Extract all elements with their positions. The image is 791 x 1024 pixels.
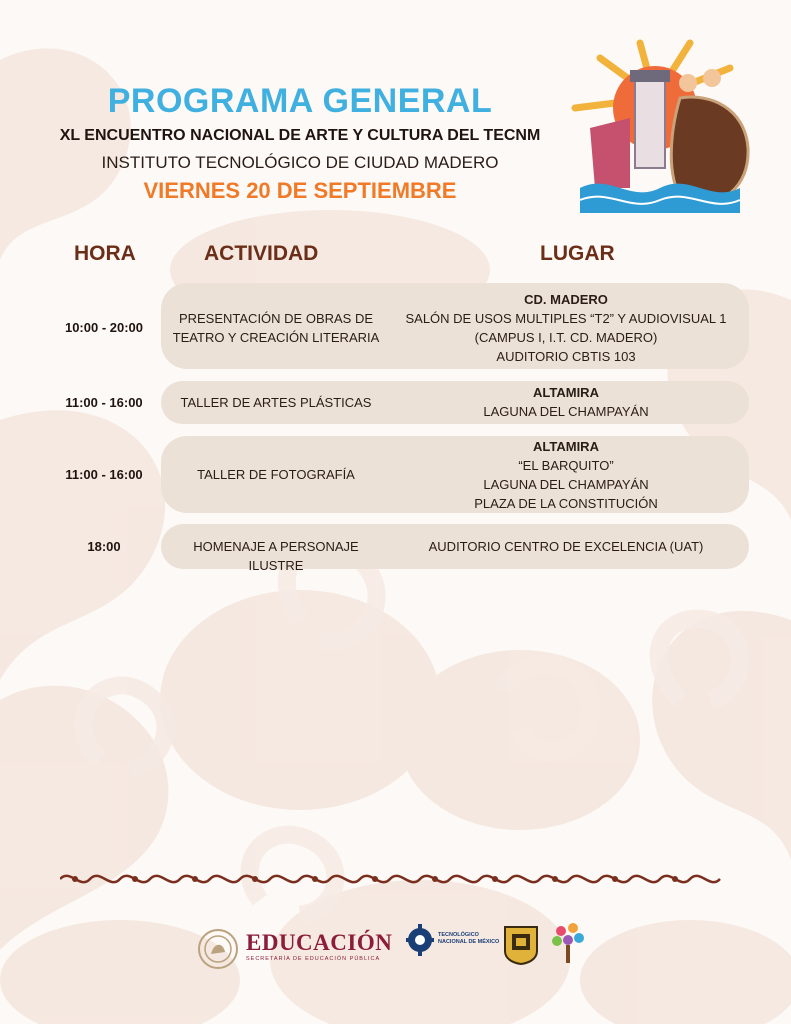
place-line: PLAZA DE LA CONSTITUCIÓN <box>474 496 658 511</box>
activity-line: PRESENTACIÓN DE OBRAS DE <box>178 311 374 326</box>
place-line: AUDITORIO CBTIS 103 <box>496 349 636 364</box>
row-place <box>391 437 741 513</box>
row-hour: 11:00 - 16:00 <box>65 395 143 410</box>
arte-cultura-tree-logo-icon <box>551 921 585 967</box>
schedule-row <box>161 283 749 369</box>
activity-line: HOMENAJE A PERSONAJE ILUSTRE <box>193 539 359 573</box>
row-place <box>391 537 741 556</box>
schedule-row <box>161 524 749 573</box>
row-hour: 18:00 <box>87 539 121 554</box>
schedule-row <box>161 436 749 513</box>
row-place <box>391 383 741 421</box>
column-header-lugar: LUGAR <box>540 242 615 265</box>
tecnm-gear-logo-icon <box>405 922 435 958</box>
row-activity <box>171 537 381 575</box>
place-city: CD. MADERO <box>524 292 608 307</box>
tecnm-line: NACIONAL DE MÉXICO <box>438 939 500 945</box>
page-title: PROGRAMA GENERAL <box>107 82 493 120</box>
event-subtitle: XL ENCUENTRO NACIONAL DE ARTE Y CULTURA DEL TECNM <box>59 127 541 144</box>
place-line: LAGUNA DEL CHAMPAYÁN <box>483 404 649 419</box>
decorative-border-ornament <box>60 868 730 890</box>
mexico-national-seal-icon <box>197 928 239 970</box>
educacion-logo-text: EDUCACIÓN <box>246 930 393 955</box>
place-city: ALTAMIRA <box>533 385 599 400</box>
place-line: AUDITORIO CENTRO DE EXCELENCIA (UAT) <box>428 539 704 554</box>
row-activity <box>171 309 381 347</box>
place-city: ALTAMIRA <box>533 439 599 454</box>
column-header-hora: HORA <box>74 242 136 265</box>
tecnm-line: TECNOLÓGICO <box>438 932 479 938</box>
column-header-actividad: ACTIVIDAD <box>204 242 319 265</box>
activity-line: TALLER DE FOTOGRAFÍA <box>197 467 355 482</box>
activity-line: TEATRO Y CREACIÓN LITERARIA <box>172 330 380 345</box>
institute-name: INSTITUTO TECNOLÓGICO DE CIUDAD MADERO <box>101 153 499 172</box>
educacion-subtext: SECRETARÍA DE EDUCACIÓN PÚBLICA <box>246 956 381 962</box>
row-activity <box>171 465 381 484</box>
festival-lighthouse-dancers-logo <box>570 38 760 218</box>
activity-line: TALLER DE ARTES PLÁSTICAS <box>180 395 372 410</box>
schedule-row <box>161 381 749 424</box>
place-line: “EL BARQUITO” <box>518 458 614 473</box>
row-activity <box>171 393 381 412</box>
row-hour: 11:00 - 16:00 <box>65 467 143 482</box>
place-line: (CAMPUS I, I.T. CD. MADERO) <box>474 330 658 345</box>
row-hour: 10:00 - 20:00 <box>64 320 144 335</box>
place-line: SALÓN DE USOS MULTIPLES “T2” Y AUDIOVISUAL 1 <box>405 311 727 326</box>
row-place <box>391 290 741 366</box>
place-line: LAGUNA DEL CHAMPAYÁN <box>483 477 649 492</box>
itcm-shield-icon <box>503 925 539 965</box>
tecnm-logo-text <box>438 932 499 946</box>
event-date: VIERNES 20 DE SEPTIEMBRE <box>143 178 457 203</box>
